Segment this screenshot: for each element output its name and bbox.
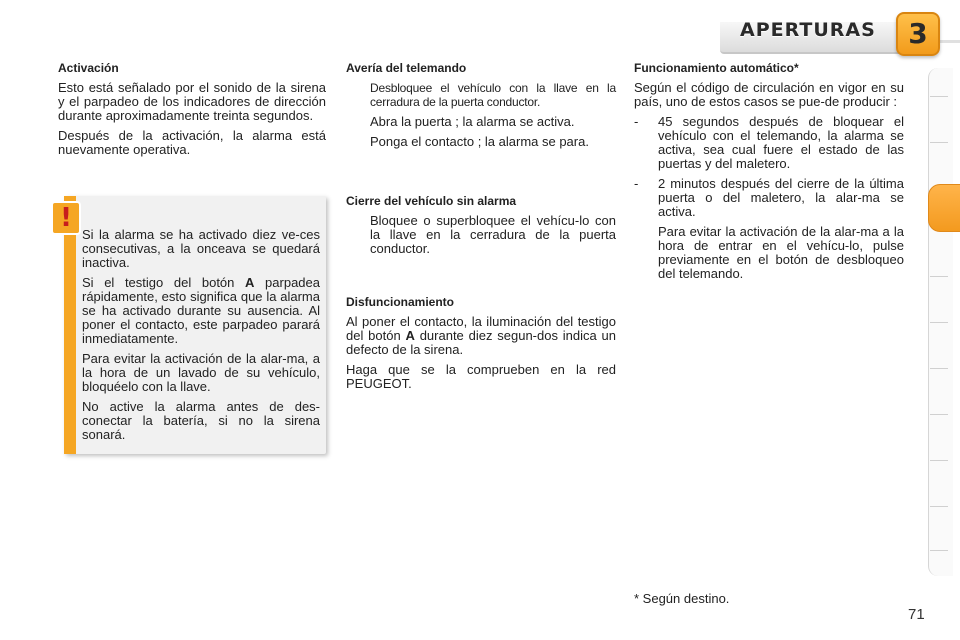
list-item-text: Abra la puerta ; la alarma se activa.	[370, 114, 575, 129]
list-item	[634, 177, 904, 219]
list-item	[346, 115, 616, 129]
footnote: * Según destino.	[634, 591, 730, 606]
tab-divider	[930, 460, 948, 461]
list-item-text: 2 minutos después del cierre de la última puerta o del maletero, la alar-ma se activa.	[658, 176, 904, 219]
list-item-text: Bloquee o superbloquee el vehícu-lo con la llave en la cerradura de la puerta conductor.	[370, 213, 616, 256]
tab-divider	[930, 368, 948, 369]
automatic-operation-intro: Según el código de circulación en vigor en su país, uno de estos casos se pue-de producir :	[634, 80, 904, 109]
list-item	[634, 115, 904, 171]
malfunction-text-run: Al poner el contacto, la iluminación del testigo del botón	[346, 314, 616, 343]
list-item	[346, 214, 616, 256]
list-item-text: Desbloquee el vehículo con la llave en la cerradura de la puerta conductor.	[370, 81, 616, 109]
malfunction-paragraph	[346, 315, 616, 357]
warning-paragraph: No active la alarma antes de des-conectar la batería, si no la sirena sonará.	[82, 399, 320, 442]
list-item	[634, 225, 904, 281]
tab-divider	[930, 322, 948, 323]
warning-icon: !	[51, 201, 81, 235]
activation-paragraph: Después de la activación, la alarma está nuevamente operativa.	[58, 128, 326, 157]
list-item-text: 45 segundos después de bloquear el vehículo con el telemando, la alarma se activa, sea cual fuere el estado de las puertas y del maletero.	[658, 114, 904, 171]
activation-heading: Activación	[58, 61, 119, 75]
list-item-text: Para evitar la activación de la alar-ma a la hora de entrar en el vehícu-lo, pulse previamente en el botón de desbloqueo del telemando.	[658, 224, 904, 281]
button-a-label: A	[405, 328, 415, 343]
tab-divider	[930, 96, 948, 97]
malfunction-heading: Disfuncionamiento	[346, 295, 455, 309]
tab-divider	[930, 506, 948, 507]
tab-divider	[930, 276, 948, 277]
list-item	[346, 135, 616, 149]
list-item	[346, 81, 616, 109]
warning-paragraph	[82, 276, 320, 346]
dash-mark: -	[634, 114, 639, 129]
chapter-tab-active[interactable]	[928, 184, 960, 232]
warning-text	[82, 228, 320, 448]
automatic-operation-heading: Funcionamiento automático*	[634, 61, 799, 75]
activation-paragraph: Esto está señalado por el sonido de la sirena y el parpadeo de los indicadores de dirección durante aproximadamente treinta segundos.	[58, 80, 326, 123]
warning-text-run: Si el testigo del botón	[82, 275, 246, 290]
warning-paragraph: Si la alarma se ha activado diez ve-ces consecutivas, a la onceava se quedará inactiva.	[82, 227, 320, 270]
remote-failure-section	[346, 61, 616, 155]
tab-divider	[930, 550, 948, 551]
page-number: 71	[908, 606, 925, 623]
warning-text-run: parpadea rápidamente, esto significa que la alarma se ha activado durante su ausencia. Al poner el contacto, este parpadeo parará inmediatamente.	[82, 275, 320, 346]
warning-paragraph: Para evitar la activación de la alar-ma, a la hora de un lavado de su vehículo, bloquéelo con la llave.	[82, 351, 320, 394]
malfunction-text-run: durante diez segun-dos indica un defecto de la sirena.	[346, 328, 616, 357]
lock-without-alarm-section	[346, 194, 616, 262]
section-title: APERTURAS	[740, 19, 876, 41]
lock-without-alarm-heading: Cierre del vehículo sin alarma	[346, 194, 517, 208]
activation-section	[58, 61, 326, 163]
malfunction-paragraph: Haga que se la comprueben en la red PEUGEOT.	[346, 362, 616, 391]
tab-divider	[930, 414, 948, 415]
button-a-label: A	[245, 275, 255, 290]
automatic-operation-section	[634, 61, 904, 287]
remote-failure-heading: Avería del telemando	[346, 61, 467, 75]
dash-mark: -	[634, 176, 639, 191]
chapter-badge: 3	[896, 12, 940, 56]
malfunction-section	[346, 295, 616, 397]
list-item-text: Ponga el contacto ; la alarma se para.	[370, 134, 589, 149]
tab-divider	[930, 142, 948, 143]
